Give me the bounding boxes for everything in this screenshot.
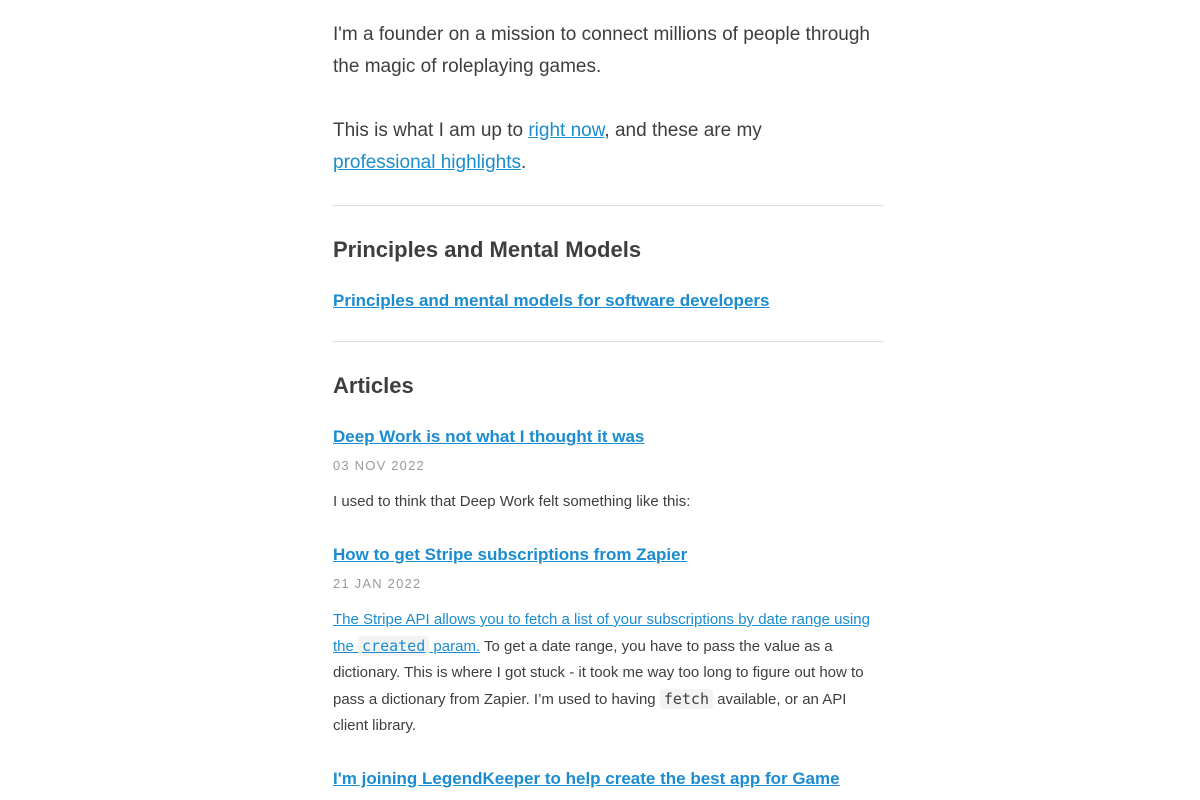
article-title-link[interactable]: How to get Stripe subscriptions from Zapier	[333, 545, 688, 564]
intro-links-paragraph	[333, 115, 883, 179]
stripe-link-text: The Stripe API allows you to fetch a list of your subscriptions by date range using the	[333, 611, 870, 655]
created-param-code: created	[358, 636, 429, 656]
article-title-link[interactable]: I'm joining LegendKeeper to help create the best app for Game	[333, 769, 840, 788]
article-date: 21 JAN 2022	[333, 576, 422, 591]
excerpt-text: To get a date range, you have to pass the value as a dictionary. This is where I got stuck - it took me way too long to figure out how to pass a dictionary from Zapier. I’m used to having	[333, 638, 864, 708]
professional-highlights-link[interactable]: professional highlights	[333, 152, 522, 173]
principles-heading: Principles and Mental Models	[333, 237, 642, 262]
right-now-link[interactable]: right now	[528, 120, 605, 141]
intro-text-end: .	[521, 152, 527, 173]
main-content	[333, 0, 883, 791]
section-divider	[333, 205, 883, 206]
article-excerpt	[333, 607, 883, 739]
section-divider	[333, 341, 883, 342]
articles-heading: Articles	[333, 373, 414, 398]
stripe-link-text-end: param.	[429, 638, 481, 655]
fetch-code: fetch	[660, 689, 713, 709]
intro-mission-text: I'm a founder on a mission to connect millions of people through the magic of roleplaying games.	[333, 24, 870, 77]
article-item	[333, 425, 883, 515]
article-item	[333, 543, 883, 739]
excerpt-text-end: available, or an API client library.	[333, 691, 847, 734]
principles-section	[333, 235, 883, 313]
intro-text-before: This is what I am up to	[333, 120, 529, 141]
articles-section	[333, 371, 883, 791]
intro-section	[333, 0, 883, 179]
principles-link[interactable]: Principles and mental models for software developers	[333, 291, 770, 310]
article-excerpt: I used to think that Deep Work felt something like this:	[333, 493, 691, 510]
article-item	[333, 767, 883, 791]
article-title-link[interactable]: Deep Work is not what I thought it was	[333, 427, 645, 446]
intro-text-middle: , and these are my	[604, 120, 762, 141]
article-date: 03 NOV 2022	[333, 458, 425, 473]
